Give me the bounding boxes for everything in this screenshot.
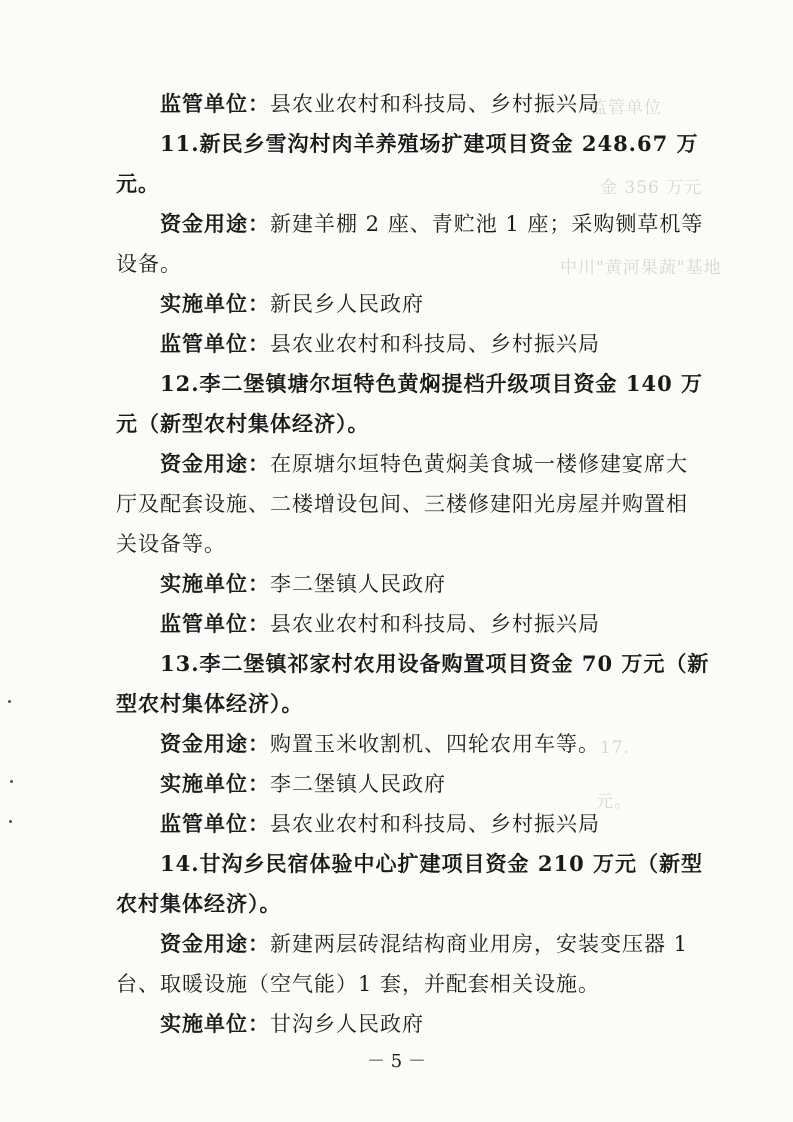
fund-use-line: 资金用途：在原塘尔垣特色黄焖美食城一楼修建宴席大 — [160, 451, 688, 476]
fund-use-line: 资金用途：购置玉米收割机、四轮农用车等。 — [160, 731, 600, 756]
implementer-line: 实施单位：甘沟乡人民政府 — [160, 1011, 424, 1036]
fund-use-line: 资金用途：新建两层砖混结构商业用房，安装变压器 1 — [160, 931, 689, 956]
project-12-heading-cont: 元（新型农村集体经济）。 — [116, 411, 370, 436]
fund-use-line-cont: 设备。 — [116, 252, 182, 276]
supervisor-line: 监管单位：县农业农村和科技局、乡村振兴局 — [160, 331, 600, 356]
scan-mark — [8, 700, 11, 703]
bleed-through-text: 元。 — [596, 792, 632, 812]
implementer-line: 实施单位：李二堡镇人民政府 — [160, 571, 446, 596]
scan-mark — [9, 820, 12, 823]
fund-use-line-cont: 台、取暖设施（空气能）1 套，并配套相关设施。 — [116, 972, 601, 996]
supervisor-line: 监管单位：县农业农村和科技局、乡村振兴局 — [160, 91, 600, 116]
supervisor-line: 监管单位：县农业农村和科技局、乡村振兴局 — [160, 611, 600, 636]
supervisor-line: 监管单位：县农业农村和科技局、乡村振兴局 — [160, 811, 600, 836]
bleed-through-text: 17. — [600, 738, 631, 758]
fund-use-line: 资金用途：新建羊棚 2 座、青贮池 1 座；采购铡草机等 — [160, 211, 704, 236]
implementer-line: 实施单位：新民乡人民政府 — [160, 291, 424, 316]
bleed-through-text: 监管单位 — [590, 98, 662, 118]
fund-use-line-cont: 厅及配套设施、二楼增设包间、三楼修建阳光房屋并购置相 — [116, 492, 688, 516]
bleed-through-text: 金 356 万元 — [600, 178, 703, 198]
fund-use-line-cont: 关设备等。 — [116, 532, 226, 556]
scan-mark — [10, 780, 13, 783]
bleed-through-text: 中川"黄河果蔬"基地 — [560, 258, 722, 278]
project-12-heading: 12.李二堡镇塘尔垣特色黄焖提档升级项目资金 140 万 — [160, 371, 703, 396]
implementer-line: 实施单位：李二堡镇人民政府 — [160, 771, 446, 796]
project-14-heading: 14.甘沟乡民宿体验中心扩建项目资金 210 万元（新型 — [160, 851, 703, 876]
page-number: － 5 － — [367, 1051, 426, 1072]
project-13-heading-cont: 型农村集体经济）。 — [116, 691, 304, 716]
project-13-heading: 13.李二堡镇祁家村农用设备购置项目资金 70 万元（新 — [160, 651, 710, 676]
project-11-heading-cont: 元。 — [116, 171, 160, 196]
project-14-heading-cont: 农村集体经济）。 — [116, 891, 282, 916]
project-11-heading: 11.新民乡雪沟村肉羊养殖场扩建项目资金 248.67 万 — [160, 131, 699, 156]
